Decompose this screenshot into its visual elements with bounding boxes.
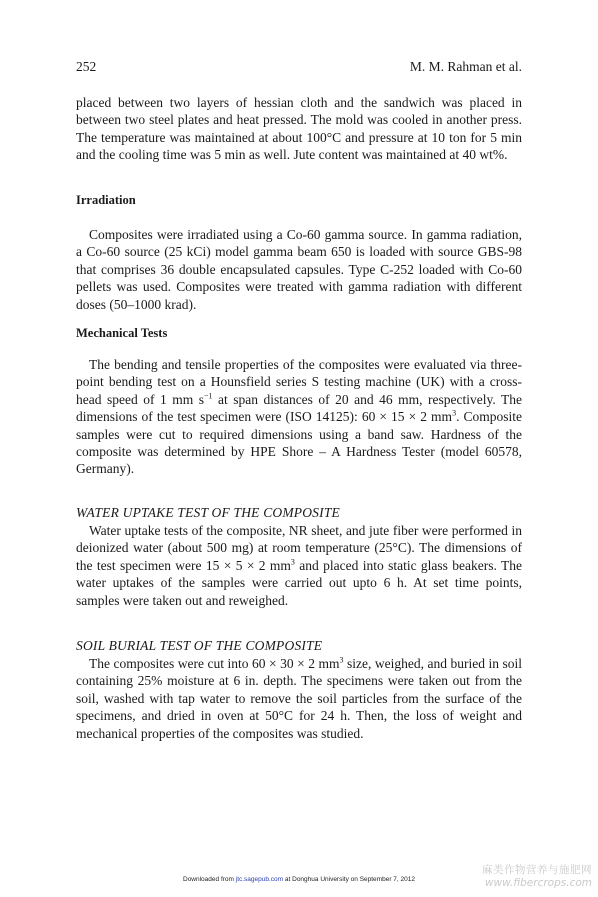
unit-exponent: 3 [339,655,344,665]
soil-burial-paragraph [76,655,522,742]
mechanical-text-a: The bending and tensile properties of the composites were evaluated via three-point bending test on a Hounsfield series S testing machine (UK) with a cross-head speed of 1 mm s [76,357,522,407]
soil-text-b: size, weighed, and buried in soil containing 25% moisture at 6 in. depth. The specimens were taken out from the soil, washed with tap water to remove the soil particles from the surface of the specimens, and dried in oven at 50°C for 24 h. Then, the loss of weight and mechanical properties of the composites was studied. [76,656,522,741]
water-text-a: Water uptake tests of the composite, NR sheet, and jute fiber were performed in deionized water (about 500 mg) at room temperature (25°C). The dimensions of the test specimen were 15 × 5 × 2 mm [76,523,522,573]
soil-text-a: The composites were cut into 60 × 30 × 2 mm [89,656,340,671]
water-uptake-paragraph [76,522,522,609]
unit-exponent: 3 [290,557,295,567]
watermark-site-name: 麻类作物营养与施肥网 [482,864,592,876]
mechanical-section [76,325,522,478]
intro-paragraph: placed between two layers of hessian cloth and the sandwich was placed in between two steel plates and heat pressed. The mold was cooled in another press. The temperature was maintained at about 100°C and pressure at 10 ton for 5 min and the cooling time was 5 min as well. Jute content was maintained at 40 wt%. [76,95,522,163]
unit-exponent: 3 [452,408,457,418]
intro-section [76,94,522,164]
mechanical-text-c: . Composite samples were cut to required dimensions using a band saw. Hardness of the composite was determined by HPE Shore – A Hardness Tester (model 60578, Germany). [76,409,522,477]
unit-exponent: −1 [203,391,213,401]
water-uptake-heading: WATER UPTAKE TEST OF THE COMPOSITE [76,505,340,520]
irradiation-heading: Irradiation [76,193,136,207]
site-watermark [482,864,592,890]
watermark-url: www.fibercrops.com [484,877,592,889]
footer-suffix: at Donghua University on September 7, 2012 [283,876,415,883]
footer-prefix: Downloaded from [183,876,236,883]
mechanical-paragraph [76,356,522,478]
running-header [76,59,522,77]
irradiation-paragraph: Composites were irradiated using a Co-60 gamma source. In gamma radiation, a Co-60 source (25 kCi) model gamma beam 650 is loaded with source GBS-98 that comprises 36 double encapsulated capsules. Type C-252 loaded with Co-60 pellets was used. Composites were treated with gamma radiation with different doses (50–1000 krad). [76,227,522,312]
water-uptake-section [76,504,522,609]
irradiation-section [76,192,522,313]
running-header-authors: M. M. Rahman et al. [409,59,522,74]
water-text-b: and placed into static glass beakers. The water uptakes of the samples were carried out upto 6 h. At set time points, samples were taken out and reweighed. [76,557,522,608]
mechanical-heading: Mechanical Tests [76,326,168,340]
soil-burial-heading: SOIL BURIAL TEST OF THE COMPOSITE [76,638,323,653]
soil-burial-section [76,637,522,742]
footer-source-link[interactable]: jtc.sagepub.com [235,876,284,883]
page-number: 252 [76,59,97,74]
mechanical-text-b: at span distances of 20 and 46 mm, respectively. The dimensions of the test specimen were (ISO 14125): 60 × 15 × 2 mm [76,391,522,425]
